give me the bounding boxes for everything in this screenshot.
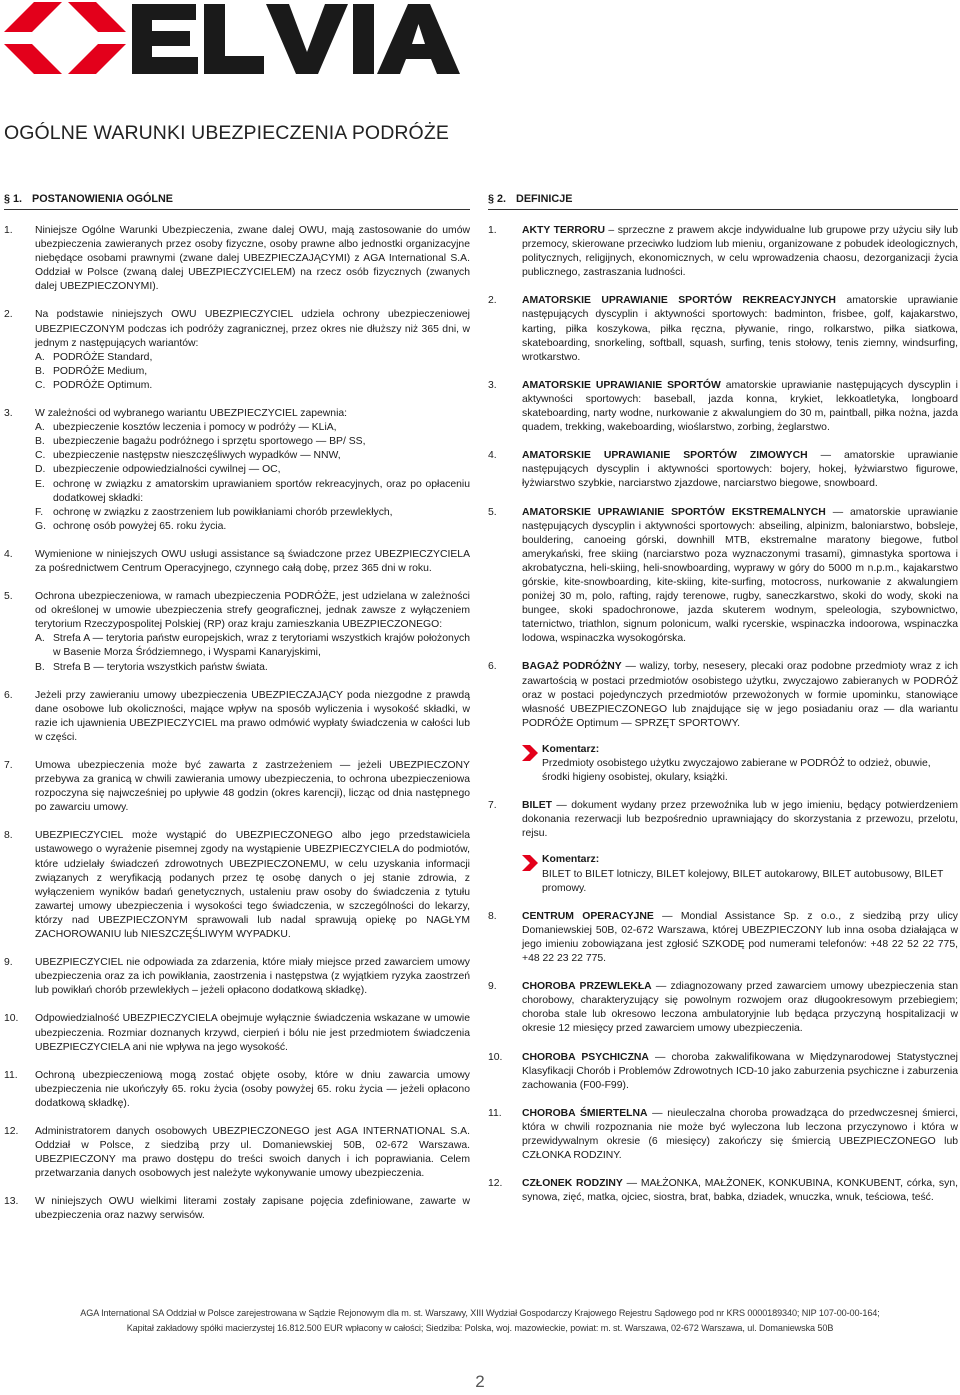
definition-item: [488, 379, 958, 435]
list-item: [4, 308, 470, 393]
item-text: Niniejsze Ogólne Warunki Ubezpieczenia, zwane dalej OWU, mają zastosowanie do umów ubezpieczenia zawieranych przez osoby fizyczne, osoby prawne albo jednostki organizacyjne niebędące osobami prawnymi (zwane dalej UBEZPIECZAJĄCYMI) z AGA International S.A. Oddział w Polsce (zwaną dalej UBEZPIECZYCIELEM) na rzecz osób fizycznych (zwanych dalej UBEZPIECZONYMI).: [35, 225, 470, 293]
sub-item: [35, 463, 470, 477]
comment-text: BILET to BILET lotniczy, BILET kolejowy, BILET autokarowy, BILET autobusowy, BILET promowy.: [542, 868, 944, 894]
item-body: [35, 308, 470, 393]
definition-term: CZŁONEK RODZINY: [522, 1178, 623, 1190]
list-item: [4, 829, 470, 942]
definition-term: CHOROBA PRZEWLEKŁA: [522, 981, 652, 993]
definition-text: [522, 1051, 958, 1093]
item-number: 2.: [488, 295, 497, 307]
section-2-column: [488, 192, 958, 1219]
sub-item-text: ochronę osób powyżej 65. roku życia.: [53, 520, 227, 532]
section-1-items: [4, 224, 470, 1224]
sub-item-letter: F.: [35, 506, 44, 518]
sub-item: [35, 449, 470, 463]
legal-footer: [0, 1306, 960, 1335]
list-item: [4, 759, 470, 815]
section-divider: [488, 209, 958, 210]
comment-body: [542, 853, 958, 895]
section-divider: [4, 209, 470, 210]
definition-text: [522, 1107, 958, 1163]
definition-item: [488, 660, 958, 730]
definition-item: [488, 449, 958, 491]
item-body: [35, 1012, 470, 1054]
item-body: [35, 1125, 470, 1181]
item-number: 9.: [4, 957, 13, 969]
item-number: 5.: [4, 591, 13, 603]
definition-term: CHOROBA PSYCHICZNA: [522, 1051, 649, 1063]
definition-description: – sprzeczne z prawem akcje indywidualne lub grupowe przy użyciu siły lub przemocy, skierowane przeciwko ludziom lub mieniu, organizowane z pobudek ideologicznych, politycznych, religijnych, ekonomicznych, w celu wprowadzenia chaosu, dezorganizacji życia publicznego, zastraszania ludności.: [522, 225, 958, 279]
definition-item: [488, 1177, 958, 1205]
item-body: [35, 1195, 470, 1223]
document-title: OGÓLNE WARUNKI UBEZPIECZENIA PODRÓŻE: [4, 122, 449, 144]
item-number: 12.: [4, 1125, 19, 1137]
footer-line: Kapitał zakładowy spółki macierzystej 16.812.500 EUR wpłacony w całości; Siedziba: Polska, woj. mazowieckie, powiat: m. st. Warszawa, 02-672 Warszawa, ul. Domaniewska 50B: [126, 1322, 834, 1333]
definition-description: — zdiagnozowany przed zawarciem umowy ubezpieczenia stan chorobowy, charakteryzujący się powolnym rozwojem oraz długookresowym przebiegiem; choroba stale lub okresowo leczona ambulatoryjnie lub będąca przyczyną hospitalizacji w okresie 12 miesięcy przed zawarciem umowy ubezpieczenia.: [522, 981, 958, 1035]
sub-item-text: PODRÓŻE Medium,: [53, 365, 148, 377]
item-number: 3.: [488, 379, 497, 391]
item-number: 1.: [488, 225, 497, 236]
definition-text: [522, 910, 958, 966]
definition-description: amatorskie uprawianie następujących dyscyplin i aktywności sportowych: baseball, jazda konna, krykiet, lekkoatletyka, longboard skateboarding, narty wodne, nurkowanie z akwalungiem do 30 m, paintball, piłka nożna, jazda quadem, trekking, wakeboarding, wioślarstwo, zorbing, żeglarstwo.: [522, 379, 958, 434]
item-text: Na podstawie niniejszych OWU UBEZPIECZYCIEL udziela ochrony ubezpieczeniowej UBEZPIECZONYM podczas ich podróży zagranicznej, przez okres nie dłuższy niż 365 dni, w jednym z następujących wariantów:: [35, 309, 470, 349]
item-text: Jeżeli przy zawieraniu umowy ubezpieczenia UBEZPIECZAJĄCY poda niezgodne z prawdą dane osobowe lub okoliczności, mające wpływ na sposób wyliczenia i wysokość składki, w razie ich ujawnienia UBEZPIECZYCIEL ma prawo odmówić wypłaty świadczenia w całości lub w części.: [35, 689, 470, 743]
sub-item-letter: B.: [35, 365, 45, 377]
list-item: [4, 1012, 470, 1054]
item-body: [522, 449, 958, 491]
item-number: 12.: [488, 1178, 503, 1190]
item-body: [35, 956, 470, 998]
comment-label: Komentarz:: [542, 854, 600, 866]
item-body: [35, 1069, 470, 1111]
list-item: [4, 1069, 470, 1111]
sub-item-text: ubezpieczenie odpowiedzialności cywilnej — OC,: [53, 464, 281, 476]
list-item: [4, 689, 470, 745]
definition-term: CHOROBA ŚMIERTELNA: [522, 1107, 648, 1119]
comment-box: [522, 853, 958, 895]
item-body: [35, 829, 470, 942]
sub-item: [35, 365, 470, 379]
definition-term: CENTRUM OPERACYJNE: [522, 910, 654, 922]
list-item: [4, 1125, 470, 1181]
item-number: 10.: [4, 1013, 19, 1025]
item-body: [522, 379, 958, 435]
item-number: 8.: [488, 910, 497, 922]
sub-item-letter: A.: [35, 351, 45, 363]
sub-item-letter: C.: [35, 450, 46, 462]
section-title: DEFINICJE: [516, 192, 573, 205]
item-body: [522, 1051, 958, 1093]
comment-label: Komentarz:: [542, 743, 600, 755]
sub-item: [35, 435, 470, 449]
item-body: [522, 910, 958, 966]
item-number: 6.: [4, 689, 13, 701]
sub-item-text: ubezpieczenie bagażu podróżnego i sprzętu sportowego — BP/ SS,: [53, 436, 366, 448]
list-item: [4, 1195, 470, 1223]
item-body: [522, 799, 958, 841]
definition-term: BAGAŻ PODRÓŻNY: [522, 661, 622, 673]
sub-item-letter: A.: [35, 633, 45, 645]
sub-item-text: ubezpieczenie następstw nieszczęśliwych wypadków — NNW,: [53, 450, 341, 462]
item-body: [522, 294, 958, 364]
definition-text: [522, 506, 958, 647]
item-text: Ochroną ubezpieczeniową mogą zostać objęte osoby, które w dniu zawarcia umowy ubezpieczenia nie ukończyły 65. roku życia (osoby powyżej 65. roku życia — jeżeli opłacono dodatkową składkę).: [35, 1069, 470, 1109]
definition-description: — MAŁŻONKA, MAŁŻONEK, KONKUBINA, KONKUBENT, córka, syn, synowa, zięć, matka, ojciec, siostra, brat, babka, dziadek, wnuczka, wnuk, teściowa, teść.: [522, 1178, 958, 1204]
item-text: Administratorem danych osobowych UBEZPIECZONEGO jest AGA INTERNATIONAL S.A. Oddział w Polsce, z siedzibą przy ul. Domaniewskiej 50B, 02-672 Warszawa. UBEZPIECZONY ma prawo dostępu do treści swoich danych i ich poprawiania. Celem przetwarzania danych osobowych jest należyte wykonywanie umowy ubezpieczenia.: [35, 1125, 470, 1180]
item-number: 3.: [4, 408, 13, 420]
comment-arrow-icon: [522, 745, 542, 761]
definition-item: [488, 799, 958, 841]
item-body: [35, 224, 470, 294]
definition-description: — nieuleczalna choroba prowadząca do przedwczesnej śmierci, która w chwili rozpoznania nie może być wyleczona lub leczona przyczynowo i która w przewidywalnym okresie (6 miesięcy) zakończy się śmiercią UBEZPIECZONEGO lub CZŁONKA RODZINY.: [522, 1107, 958, 1162]
item-number: 11.: [488, 1107, 502, 1119]
definition-description: — amatorskie uprawianie następujących dyscyplin i aktywności sportowych: bojery, hokej, łyżwiarstwo figurowe, łyżwiarstwo szybkie, narciarstwo zjazdowe, narciarstwo biegowe, snowboard.: [522, 450, 958, 490]
elvia-logo: [4, 2, 460, 76]
list-item: [4, 548, 470, 576]
sub-item-letter: B.: [35, 436, 45, 448]
item-body: [35, 689, 470, 745]
item-number: 7.: [488, 800, 497, 812]
section-2-items: [488, 224, 958, 1205]
definition-term: AMATORSKIE UPRAWIANIE SPORTÓW ZIMOWYCH: [522, 450, 808, 462]
definition-text: [522, 799, 958, 841]
item-number: 13.: [4, 1196, 19, 1208]
list-item: [4, 407, 470, 534]
item-body: [522, 660, 958, 730]
sub-item-text: ubezpieczenie kosztów leczenia i pomocy w podróży — KLiA,: [53, 422, 337, 434]
definition-term: AMATORSKIE UPRAWIANIE SPORTÓW: [522, 379, 721, 391]
definition-description: — Mondial Assistance Sp. z o.o., z siedzibą przy ulicy Domaniewskiej 50B, 02-672 Warszawa, której UBEZPIECZONY lub inna osoba działająca w jego imieniu zobowiązana jest zgłosić SZKODĘ pod numerami telefonów: +48 22 52 22 775, +48 22 23 22 775.: [522, 910, 958, 965]
item-body: [522, 980, 958, 1036]
comment-text: Przedmioty osobistego użytku zwyczajowo zabierane w PODRÓŻ to odzież, obuwie, środki higieny osobistej, okulary, książki.: [542, 758, 931, 784]
sub-item-text: PODRÓŻE Standard,: [53, 351, 153, 363]
definition-item: [488, 980, 958, 1036]
section-2-heading: [488, 192, 958, 206]
item-number: 6.: [488, 661, 497, 673]
sub-item-letter: B.: [35, 661, 45, 673]
definition-item: [488, 1051, 958, 1093]
sub-item: [35, 379, 470, 393]
item-body: [522, 506, 958, 647]
definition-term: BILET: [522, 800, 553, 812]
item-body: [35, 548, 470, 576]
item-text: W niniejszych OWU wielkimi literami zostały zapisane pojęcia zdefiniowane, zawarte w ubezpieczenia oraz nazwy serwisów.: [35, 1196, 470, 1222]
page-number: 2: [475, 1372, 485, 1391]
item-text: Odpowiedzialność UBEZPIECZYCIELA obejmuje wyłącznie świadczenia wskazane w umowie ubezpieczenia. Rozmiar doznanych krzywd, cierpień i bólu nie jest przedmiotem świadczenia UBEZPIECZYCIELA ani nie wpływa na jego wysokość.: [35, 1013, 470, 1053]
sub-item-text: PODRÓŻE Optimum.: [53, 379, 153, 391]
item-body: [35, 590, 470, 675]
sub-item-letter: E.: [35, 478, 45, 490]
elvia-wordmark: [132, 4, 460, 74]
item-text: Umowa ubezpieczenia może być zawarta z zastrzeżeniem — jeżeli UBEZPIECZONY przebywa za granicą w chwili zawierania umowy ubezpieczenia, to ochrona ubezpieczeniowa rozpoczyna się najwcześniej po upływie 48 godzin (okres karencji), licząc od dnia następnego po zawarciu umowy.: [35, 760, 470, 814]
item-body: [522, 1177, 958, 1205]
sub-item-text: ochronę w związku z zaostrzeniem lub powikłaniami chorób przewlekłych,: [53, 506, 393, 518]
comment-arrow-icon: [522, 855, 542, 871]
definition-item: [488, 910, 958, 966]
item-number: 5.: [488, 506, 497, 518]
definition-description: — choroba zakwalifikowana w Międzynarodowej Statystycznej Klasyfikacji Chorób i Problemów Zdrowotnych ICD-10 jako zaburzenia psychiczne i zaburzenia zachowania (F00-F99).: [522, 1051, 958, 1091]
definition-text: [522, 224, 958, 280]
definition-text: [522, 294, 958, 364]
definition-term: AMATORSKIE UPRAWIANIE SPORTÓW REKREACYJNYCH: [522, 295, 836, 307]
sub-item: [35, 506, 470, 520]
sub-item: [35, 351, 470, 365]
comment-body: [542, 743, 958, 785]
list-item: [4, 590, 470, 675]
item-number: 4.: [4, 548, 13, 560]
sub-item-text: Strefa A — terytoria państw europejskich, wraz z terytoriami wszystkich krajów położonych w Basenie Morza Śródziemnego, i Wyspami Kanaryjskimi,: [53, 633, 470, 659]
list-item: [4, 224, 470, 294]
sub-item-letter: G.: [35, 520, 46, 532]
sub-item-letter: D.: [35, 464, 46, 476]
comment-box: [522, 743, 958, 785]
definition-item: [488, 506, 958, 647]
definition-description: — walizy, torby, nesesery, plecaki oraz podobne przedmioty wraz z ich zawartością w postaci przedmiotów osobistego użytku, zwyczajowo zabieranych w PODRÓŻ oraz w postaci pojedynczych przedmiotów przewożonych w formie upominku, stanowiące własność UBEZPIECZONEGO lub znajdujące się w jego posiadaniu oraz — dla wariantu PODRÓŻE Optimum — SPRZĘT SPORTOWY.: [522, 661, 958, 729]
definition-term: AMATORSKIE UPRAWIANIE SPORTÓW EKSTREMALNYCH: [522, 506, 826, 518]
item-number: 10.: [488, 1051, 503, 1063]
item-number: 4.: [488, 450, 497, 462]
item-text: UBEZPIECZYCIEL nie odpowiada za zdarzenia, które miały miejsce przed zawarciem umowy ubezpieczenia oraz za ich powikłania, zaostrzenia i następstwa (z wyjątkiem ryzyka zaostrzeń lub powikłań chorób przewlekłych – jeżeli opłacono dodatkową składkę).: [35, 957, 470, 997]
section-1-heading: [4, 192, 470, 206]
sub-item-letter: A.: [35, 422, 45, 434]
sub-item: [35, 478, 470, 506]
item-text: Ochrona ubezpieczeniowa, w ramach ubezpieczenia PODRÓŻE, jest udzielana w zależności od określonej w umowie ubezpieczenia strefy geograficznej, jednak zawsze z wyłączeniem terytorium Rzeczypospolitej Polskiej (RP) oraz kraju zamieszkania UBEZPIECZONEGO:: [35, 591, 470, 631]
section-1-column: [4, 192, 470, 1238]
sub-item: [35, 661, 470, 675]
definition-text: [522, 449, 958, 491]
sub-item-letter: C.: [35, 379, 46, 391]
item-text: W zależności od wybranego wariantu UBEZPIECZYCIEL zapewnia:: [35, 408, 348, 420]
sub-item-text: Strefa B — terytoria wszystkich państw świata.: [53, 661, 268, 673]
item-number: 11.: [4, 1069, 18, 1081]
item-number: 2.: [4, 309, 13, 321]
definition-text: [522, 1177, 958, 1205]
section-title: POSTANOWIENIA OGÓLNE: [32, 192, 173, 205]
definition-item: [488, 224, 958, 280]
section-number: § 1.: [4, 192, 23, 205]
item-number: 7.: [4, 760, 13, 771]
item-number: 9.: [488, 981, 497, 993]
item-text: Wymienione w niniejszych OWU usługi assistance są świadczone przez UBEZPIECZYCIELA za pośrednictwem Centrum Operacyjnego, czynnego całą dobę, przez 365 dni w roku.: [35, 548, 470, 574]
item-body: [522, 1107, 958, 1163]
elvia-cross-icon: [4, 2, 126, 74]
definition-item: [488, 1107, 958, 1163]
item-body: [35, 407, 470, 534]
item-text: UBEZPIECZYCIEL może wystąpić do UBEZPIECZONEGO albo jego przedstawiciela ustawowego o wyrażenie pisemnej zgody na wystąpienie UBEZPIECZYCIELA do podmiotów, które udzielały świadczeń zdrowotnych UBEZPIECZONEMU, w celu uzyskania informacji związanych z weryfikacją podanych przez tę osobę danych o jej stanie zdrowia, z wyłączeniem wyników badań genetycznych, ustaleniu praw osoby do świadczenia z tytułu zawartej umowy ubezpieczenia i wysokości tego świadczenia, w szczególności do lekarzy, którzy nad UBEZPIECZONYM sprawowali lub nadal sprawują opiekę po NAGŁYM ZACHOROWANIU lub NIESZCZĘŚLIWYM WYPADKU.: [35, 830, 470, 941]
definition-text: [522, 660, 958, 730]
item-body: [522, 224, 958, 280]
sub-item: [35, 520, 470, 534]
definition-text: [522, 379, 958, 435]
definition-term: AKTY TERRORU: [522, 225, 605, 236]
item-number: 8.: [4, 830, 13, 842]
section-number: § 2.: [488, 192, 507, 205]
definition-text: [522, 980, 958, 1036]
footer-line: AGA International SA Oddział w Polsce zarejestrowana w Sądzie Rejonowym dla m. st. Warszawy, XIII Wydział Gospodarczy Krajowego Rejestru Sądowego pod nr KRS 0000189340; NIP 107-00-00-164;: [80, 1308, 880, 1318]
item-number: 1.: [4, 225, 13, 236]
sub-item: [35, 632, 470, 660]
sub-item-text: ochronę w związku z amatorskim uprawianiem sportów rekreacyjnych, oraz po opłaceniu dodatkowej składki:: [53, 478, 470, 504]
definition-description: amatorskie uprawianie następujących dyscyplin i aktywności sportowych: badminton, frisbee, golf, kajakarstwo, karting, piłka koszykowa, piłka ręczna, pływanie, ringo, rolkarstwo, piłka siatkowa, skateboarding, snorkeling, softball, squash, surfing, tenis stołowy, tenis ziemny, windsurfing, wrotkarstwo.: [522, 295, 958, 363]
definition-description: — amatorskie uprawianie następujących dyscyplin i aktywności sportowych: abseiling, alpinizm, baloniarstwo, bobsleje, bouldering, canoeing górski, downhill MTB, ekstremalne maratony biegowe, futbol amerykański, free skiing (narciarstwo poza wyznaczonymi trasami), gimnastyka sportowa i akrobatyczna, heli-skiing, heli-snowboarding, wyprawy w góry do 5000 m n.p.m., kajakarstwo górskie, kite-snowboarding, kite-skiing, kite-surfing, motocross, nurkowanie z akwalungiem poniżej 30 m, polo, rafting, rajdy terenowe, rugby, saneczkarstwo, skoki do wody, skoki na bungee, skoki spadochronowe, jazda skuterem wodnym, speleologia, szybownictwo, taternictwo, triathlon, signum polonicum, walki rycerskie, wspinaczka indoorowa, wspinaczka lodowa, wspinaczka wysokogórska.: [522, 506, 958, 645]
list-item: [4, 956, 470, 998]
item-body: [35, 759, 470, 815]
sub-item: [35, 421, 470, 435]
definition-item: [488, 294, 958, 364]
definition-description: — dokument wydany przez przewoźnika lub w jego imieniu, będący potwierdzeniem dokonania rezerwacji lub bezpośrednio uprawniający do skorzystania z przewozu, przelotu, rejsu.: [522, 800, 958, 840]
